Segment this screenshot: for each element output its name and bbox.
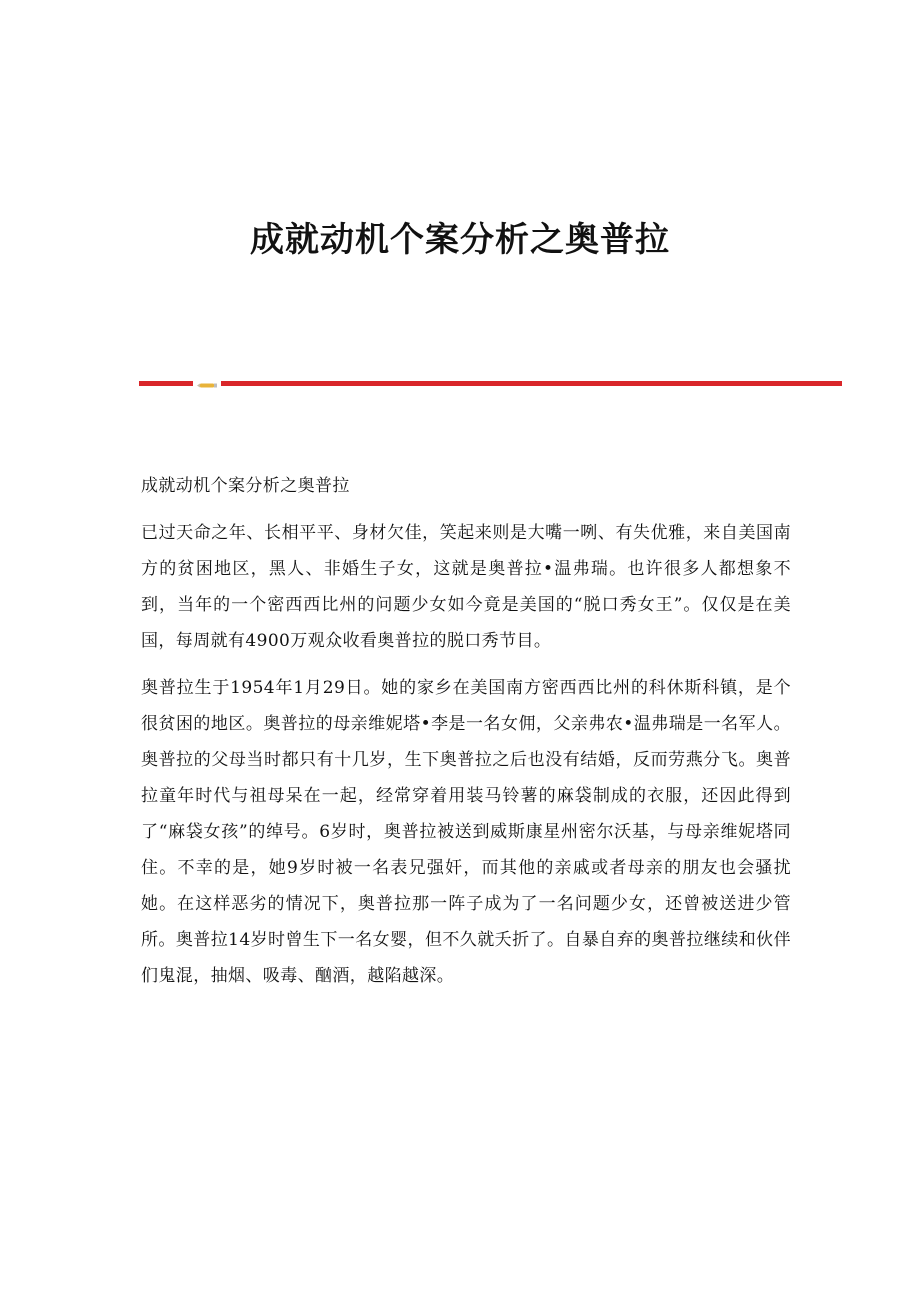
divider-left-segment — [139, 381, 193, 386]
document-title: 成就动机个案分析之奥普拉 — [250, 220, 670, 260]
paragraph-1: 已过天命之年、长相平平、身材欠佳，笑起来则是大嘴一咧、有失优雅，来自美国南方的贫困地区，黑人、非婚生子女，这就是奥普拉•温弗瑞。也许很多人都想象不到，当年的一个密西西比州的问题少女如今竟是美国的“脱口秀女王”。仅仅是在美国，每周就有4900万观众收看奥普拉的脱口秀节目。 — [141, 523, 791, 651]
divider-right-segment — [221, 381, 842, 386]
title-divider — [139, 380, 842, 390]
pencil-ornament-icon — [197, 382, 217, 389]
article-subtitle: 成就动机个案分析之奥普拉 — [141, 476, 350, 496]
paragraph-2: 奥普拉生于1954年1月29日。她的家乡在美国南方密西西比州的科休斯科镇，是个很贫困的地区。奥普拉的母亲维妮塔•李是一名女佣，父亲弗农•温弗瑞是一名军人。奥普拉的父母当时都只有十几岁，生下奥普拉之后也没有结婚，反而劳燕分飞。奥普拉童年时代与祖母呆在一起，经常穿着用装马铃薯的麻袋制成的衣服，还因此得到了“麻袋女孩”的绰号。6岁时，奥普拉被送到威斯康星州密尔沃基，与母亲维妮塔同住。不幸的是，她9岁时被一名表兄强奸，而其他的亲戚或者母亲的朋友也会骚扰她。在这样恶劣的情况下，奥普拉那一阵子成为了一名问题少女，还曾被送进少管所。奥普拉14岁时曾生下一名女婴，但不久就夭折了。自暴自弃的奥普拉继续和伙伴们鬼混，抽烟、吸毒、酗酒，越陷越深。 — [141, 678, 791, 986]
article-body — [141, 468, 791, 1005]
